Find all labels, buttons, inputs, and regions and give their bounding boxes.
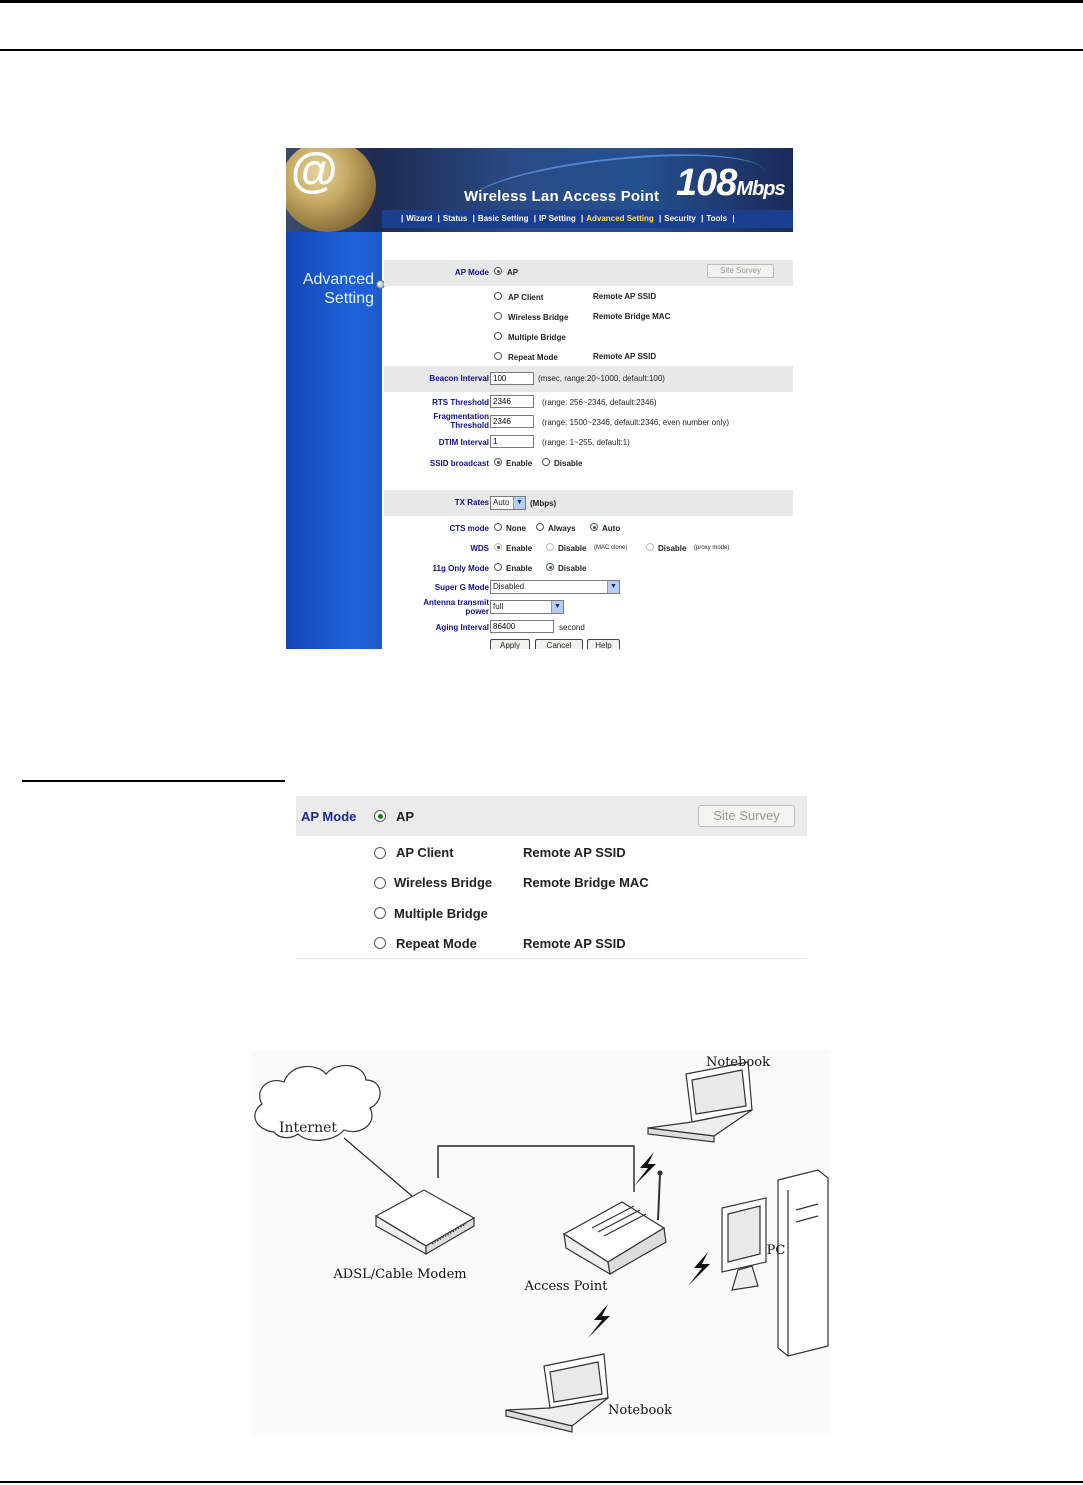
cts-auto-radio[interactable] bbox=[590, 523, 598, 531]
wds-disable-mac-label: Disable bbox=[558, 544, 587, 553]
nav-basic-setting[interactable]: Basic Setting bbox=[477, 214, 529, 223]
multiple-bridge-label: Multiple Bridge bbox=[508, 333, 566, 342]
wds-label: WDS bbox=[470, 544, 489, 553]
dtim-note: (range: 1~255, default:1) bbox=[542, 438, 630, 447]
speed-logo bbox=[676, 162, 785, 205]
g11-enable-radio[interactable] bbox=[494, 563, 502, 571]
superg-value: Disabled bbox=[493, 582, 525, 591]
nav-tools[interactable]: Tools bbox=[706, 214, 728, 223]
cts-none-label: None bbox=[506, 524, 526, 533]
beacon-note: (msec, range:20~1000, default:100) bbox=[538, 374, 665, 383]
zoom-repeat-mode-extra: Remote AP SSID bbox=[523, 936, 626, 951]
wds-disable-proxy-note: (proxy mode) bbox=[694, 545, 730, 551]
wireless-bridge-label: Wireless Bridge bbox=[508, 313, 569, 322]
zoom-ap-client-radio[interactable] bbox=[374, 847, 386, 859]
zoom-ap-radio[interactable] bbox=[374, 810, 386, 822]
repeat-mode-label: Repeat Mode bbox=[508, 353, 558, 362]
cancel-button[interactable]: Cancel bbox=[535, 639, 583, 649]
footer-rule bbox=[0, 1481, 1083, 1483]
rts-label: RTS Threshold bbox=[432, 398, 489, 407]
nav-wizard[interactable]: Wizard bbox=[406, 214, 433, 223]
modem-label: ADSL/Cable Modem bbox=[333, 1267, 467, 1282]
network-diagram bbox=[252, 1050, 830, 1434]
zoom-ap-label: AP bbox=[396, 809, 415, 824]
dtim-label: DTIM Interval bbox=[438, 438, 489, 447]
header-rule-top bbox=[0, 0, 1083, 3]
ap-client-extra: Remote AP SSID bbox=[593, 292, 657, 301]
tx-rates-value: Auto bbox=[493, 498, 510, 507]
zoom-wireless-bridge-radio[interactable] bbox=[374, 877, 386, 889]
wireless-bridge-radio[interactable] bbox=[494, 312, 502, 320]
internet-label: Internet bbox=[278, 1120, 338, 1136]
tx-rates-label: TX Rates bbox=[454, 498, 489, 507]
zoom-wireless-bridge-label: Wireless Bridge bbox=[394, 875, 493, 890]
advanced-setting-screenshot bbox=[286, 148, 793, 649]
chevron-down-icon: ▼ bbox=[607, 581, 619, 593]
aging-input[interactable]: 86400 bbox=[490, 620, 554, 633]
at-logo-icon: @ bbox=[290, 148, 337, 198]
wds-disable-mac-radio[interactable] bbox=[546, 543, 554, 551]
zoom-site-survey-button[interactable]: Site Survey bbox=[698, 805, 795, 827]
g11-disable-radio[interactable] bbox=[546, 563, 554, 571]
banner-title: Wireless Lan Access Point bbox=[464, 188, 660, 205]
aging-unit: second bbox=[559, 623, 585, 632]
section-rule bbox=[22, 780, 285, 782]
superg-select[interactable] bbox=[490, 580, 620, 594]
sidebar bbox=[286, 232, 382, 649]
ap-mode-zoom-label: AP Mode bbox=[301, 809, 357, 824]
frag-label: Fragmentation Threshold bbox=[433, 412, 489, 430]
repeat-mode-extra: Remote AP SSID bbox=[593, 352, 657, 361]
speed-value: 108 bbox=[676, 162, 737, 204]
misc-group bbox=[384, 516, 793, 648]
antenna-select[interactable] bbox=[490, 600, 564, 614]
wds-disable-proxy-radio[interactable] bbox=[646, 543, 654, 551]
ap-mode-ap-label: AP bbox=[507, 268, 519, 277]
ap-client-label: AP Client bbox=[508, 293, 544, 302]
ssid-enable-label: Enable bbox=[506, 459, 533, 468]
wireless-bridge-extra: Remote Bridge MAC bbox=[593, 312, 671, 321]
cts-always-radio[interactable] bbox=[536, 523, 544, 531]
apply-button[interactable]: Apply bbox=[490, 639, 530, 649]
dtim-input[interactable]: 1 bbox=[490, 435, 534, 448]
zoom-ap-client-extra: Remote AP SSID bbox=[523, 845, 626, 860]
ap-mode-ap-radio[interactable] bbox=[494, 267, 502, 275]
cts-none-radio[interactable] bbox=[494, 523, 502, 531]
nav-advanced-setting[interactable]: Advanced Setting bbox=[586, 214, 654, 223]
zoom-ap-client-label: AP Client bbox=[396, 845, 454, 860]
ssid-disable-radio[interactable] bbox=[542, 458, 550, 466]
ap-mode-zoom-header bbox=[296, 796, 807, 836]
cts-label: CTS mode bbox=[449, 524, 489, 533]
pc-label: PC bbox=[766, 1243, 786, 1258]
help-button[interactable]: Help bbox=[587, 639, 620, 649]
zoom-repeat-mode-label: Repeat Mode bbox=[396, 936, 477, 951]
banner bbox=[286, 148, 793, 232]
g11-enable-label: Enable bbox=[506, 564, 533, 573]
ssid-enable-radio[interactable] bbox=[494, 458, 502, 466]
rts-input[interactable]: 2346 bbox=[490, 395, 534, 408]
speed-unit: Mbps bbox=[736, 178, 785, 200]
tx-rates-select[interactable] bbox=[490, 496, 526, 510]
ap-mode-zoom-screenshot bbox=[296, 796, 807, 959]
zoom-multiple-bridge-radio[interactable] bbox=[374, 907, 386, 919]
zoom-multiple-bridge-label: Multiple Bridge bbox=[394, 906, 488, 921]
tx-rates-unit: (Mbps) bbox=[530, 499, 557, 508]
superg-label: Super G Mode bbox=[434, 583, 489, 592]
multiple-bridge-radio[interactable] bbox=[494, 332, 502, 340]
beacon-label: Beacon Interval bbox=[429, 374, 489, 383]
beacon-input[interactable]: 100 bbox=[490, 372, 534, 385]
thresholds-group bbox=[384, 392, 793, 492]
nav-ip-setting[interactable]: IP Setting bbox=[539, 214, 576, 223]
rts-note: (range: 256~2346, default:2346) bbox=[542, 398, 657, 407]
access-point-label: Access Point bbox=[524, 1279, 608, 1294]
beacon-row bbox=[384, 366, 793, 392]
notebook-bottom-label: Notebook bbox=[608, 1403, 672, 1418]
wds-enable-label: Enable bbox=[506, 544, 533, 553]
ap-mode-label: AP Mode bbox=[454, 268, 489, 277]
zoom-wireless-bridge-extra: Remote Bridge MAC bbox=[523, 875, 649, 890]
chevron-down-icon: ▼ bbox=[551, 601, 563, 613]
wds-disable-mac-note: (MAC clone) bbox=[594, 545, 628, 551]
chevron-down-icon: ▼ bbox=[513, 497, 525, 509]
antenna-value: full bbox=[493, 602, 504, 611]
g11-disable-label: Disable bbox=[558, 564, 587, 573]
ap-mode-row bbox=[384, 260, 793, 286]
nav-security[interactable]: Security bbox=[664, 214, 696, 223]
cts-always-label: Always bbox=[548, 524, 576, 533]
g11-label: 11g Only Mode bbox=[432, 564, 489, 573]
tx-rates-row bbox=[384, 490, 793, 516]
mode-options bbox=[384, 286, 793, 366]
sidebar-title: Advanced Setting bbox=[302, 271, 374, 307]
frag-note: (range: 1500~2346, default:2346, even number only) bbox=[542, 418, 730, 427]
site-survey-button[interactable]: Site Survey bbox=[707, 264, 774, 278]
cts-auto-label: Auto bbox=[602, 524, 621, 533]
ssid-disable-label: Disable bbox=[554, 459, 583, 468]
wds-disable-proxy-label: Disable bbox=[658, 544, 687, 553]
frag-input[interactable]: 2346 bbox=[490, 415, 534, 428]
aging-label: Aging Interval bbox=[435, 623, 489, 632]
ap-client-radio[interactable] bbox=[494, 292, 502, 300]
zoom-repeat-mode-radio[interactable] bbox=[374, 937, 386, 949]
nav-status[interactable]: Status bbox=[442, 214, 468, 223]
nav-bar: | Wizard | Status | Basic Setting | IP Setting | Advanced Setting | Security | Tools | bbox=[382, 210, 793, 228]
repeat-mode-radio[interactable] bbox=[494, 352, 502, 360]
antenna-label: Antenna transmit power bbox=[423, 598, 489, 616]
notebook-top-label: Notebook bbox=[706, 1055, 770, 1070]
ssid-label: SSID broadcast bbox=[429, 459, 489, 468]
wds-enable-radio[interactable] bbox=[494, 543, 502, 551]
header-rule-bottom bbox=[0, 49, 1083, 51]
